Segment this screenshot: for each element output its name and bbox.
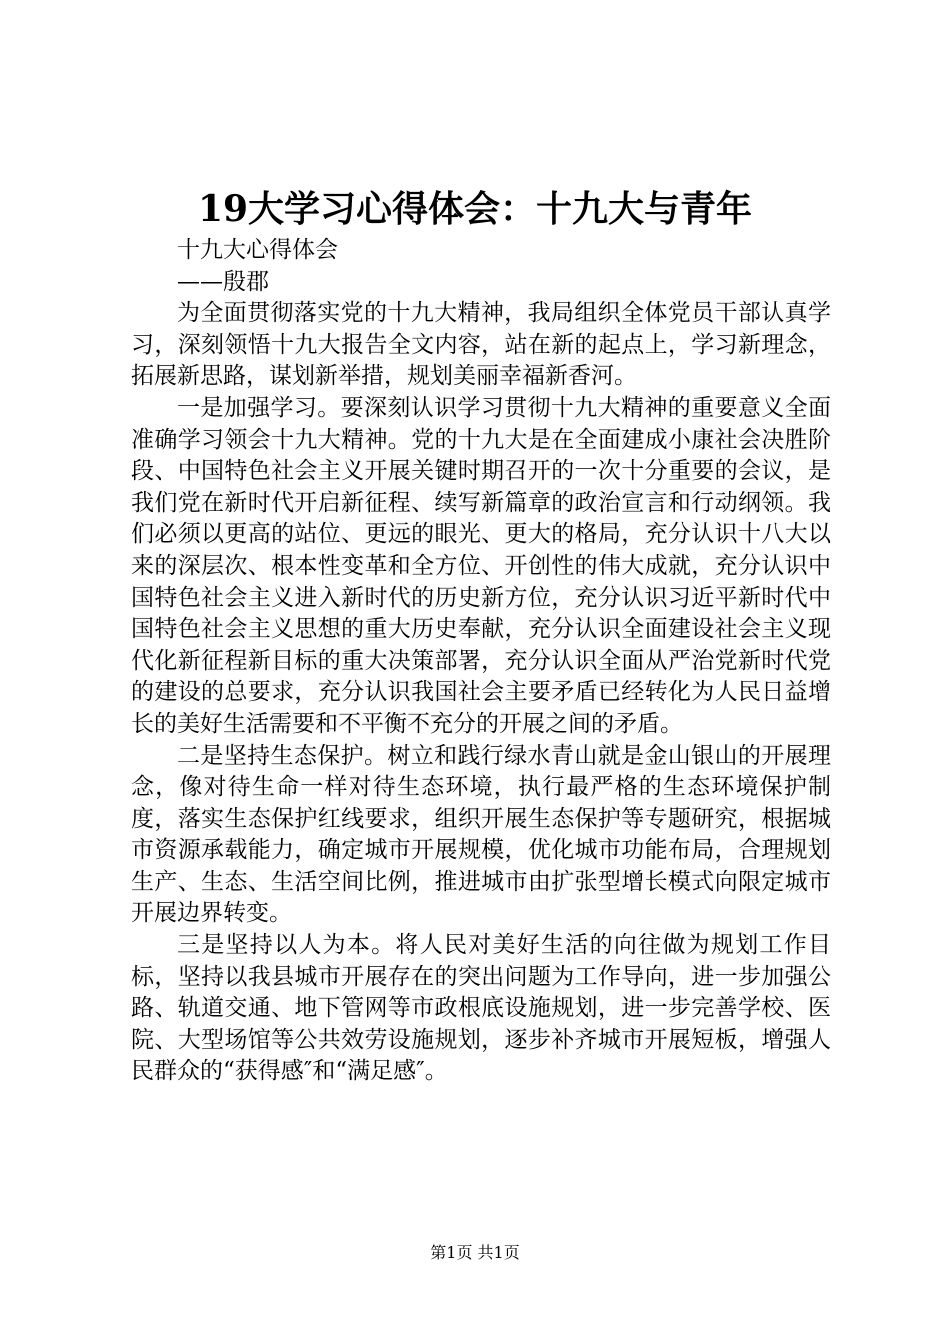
paragraph-ecology: 二是坚持生态保护。树立和践行绿水青山就是金山银山的开展理念，像对待生命一样对待生态环境，执行最严格的生态环境保护制度，落实生态保护红线要求，组织开展生态保护等专题研究，根据城市资源承载能力，确定城市开展规模，优化城市功能布局，合理规划生产、生态、生活空间比例，推进城市由扩张型增长模式向限定城市开展边界转变。 — [131, 742, 831, 927]
document-author: ——殷郡 — [177, 268, 269, 295]
document-body — [131, 235, 831, 1088]
document-title: 19大学习心得体会：十九大与青年 — [197, 188, 753, 230]
document-subtitle: 十九大心得体会 — [177, 237, 338, 263]
page-footer: 第1页 共1页 — [430, 1243, 520, 1262]
paragraph-study: 一是加强学习。要深刻认识学习贯彻十九大精神的重要意义全面准确学习领会十九大精神。党的十九大是在全面建成小康社会决胜阶段、中国特色社会主义开展关键时期召开的一次十分重要的会议，是我们党在新时代开启新征程、续写新篇章的政治宣言和行动纲领。我们必须以更高的站位、更远的眼光、更大的格局，充分认识十八大以来的深层次、根本性变革和全方位、开创性的伟大成就，充分认识中国特色社会主义进入新时代的历史新方位，充分认识习近平新时代中国特色社会主义思想的重大历史奉献，充分认识全面建设社会主义现代化新征程新目标的重大决策部署，充分认识全面从严治党新时代党的建设的总要求，充分认识我国社会主要矛盾已经转化为人民日益增长的美好生活需要和不平衡不充分的开展之间的矛盾。 — [131, 394, 831, 737]
paragraph-intro: 为全面贯彻落实党的十九大精神，我局组织全体党员干部认真学习，深刻领悟十九大报告全文内容，站在新的起点上，学习新理念，拓展新思路，谋划新举措，规划美丽幸福新香河。 — [131, 300, 831, 390]
paragraph-people: 三是坚持以人为本。将人民对美好生活的向往做为规划工作目标，坚持以我县城市开展存在的突出问题为工作导向，进一步加强公路、轨道交通、地下管网等市政根底设施规划，进一步完善学校、医院、大型场馆等公共效劳设施规划，逐步补齐城市开展短板，增强人民群众的“获得感″和“满足感″。 — [131, 932, 831, 1085]
